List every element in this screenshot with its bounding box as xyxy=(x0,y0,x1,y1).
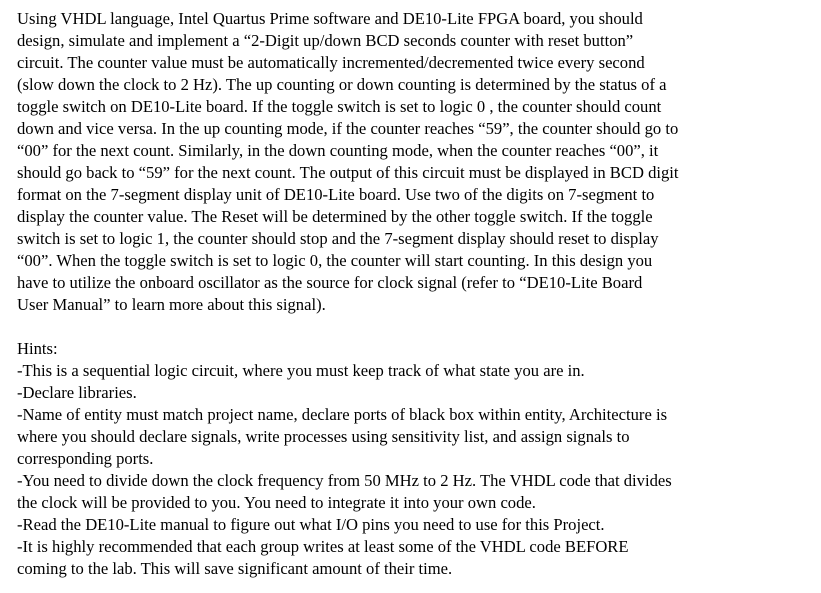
intro-paragraph xyxy=(17,8,807,316)
hint-line: corresponding ports. xyxy=(17,449,154,468)
hint-line: where you should declare signals, write processes using sensitivity list, and assign signals to xyxy=(17,427,630,446)
paragraph-spacer xyxy=(17,316,807,338)
hint-line: -Name of entity must match project name, declare ports of black box within entity, Architecture is xyxy=(17,405,668,424)
hints-section xyxy=(17,338,807,580)
hint-line: -You need to divide down the clock frequency from 50 MHz to 2 Hz. The VHDL code that divides xyxy=(17,471,672,490)
hint-line: -Read the DE10-Lite manual to figure out what I/O pins you need to use for this Project. xyxy=(17,515,605,534)
hint-line: -Declare libraries. xyxy=(17,383,137,402)
hints-heading: Hints: xyxy=(17,339,58,358)
intro-line: Using VHDL language, Intel Quartus Prime software and DE10-Lite FPGA board, you should xyxy=(17,9,643,28)
intro-line: “00”. When the toggle switch is set to logic 0, the counter will start counting. In this design you xyxy=(17,251,653,270)
intro-line: should go back to “59” for the next count. The output of this circuit must be displayed in BCD digit xyxy=(17,163,679,182)
hint-line: -It is highly recommended that each group writes at least some of the VHDL code BEFORE xyxy=(17,537,629,556)
intro-line: format on the 7-segment display unit of DE10-Lite board. Use two of the digits on 7-segment to xyxy=(17,185,655,204)
intro-line: switch is set to logic 1, the counter should stop and the 7-segment display should reset to display xyxy=(17,229,659,248)
intro-line: “00” for the next count. Similarly, in the down counting mode, when the counter reaches “00”, it xyxy=(17,141,659,160)
intro-line: User Manual” to learn more about this signal). xyxy=(17,295,326,314)
intro-line: toggle switch on DE10-Lite board. If the toggle switch is set to logic 0 , the counter should count xyxy=(17,97,662,116)
hint-line: the clock will be provided to you. You need to integrate it into your own code. xyxy=(17,493,536,512)
document-page xyxy=(17,8,807,580)
intro-line: have to utilize the onboard oscillator as the source for clock signal (refer to “DE10-Lite Board xyxy=(17,273,643,292)
intro-line: down and vice versa. In the up counting mode, if the counter reaches “59”, the counter should go to xyxy=(17,119,679,138)
intro-line: design, simulate and implement a “2-Digit up/down BCD seconds counter with reset button” xyxy=(17,31,634,50)
intro-line: display the counter value. The Reset will be determined by the other toggle switch. If the toggle xyxy=(17,207,653,226)
hint-line: coming to the lab. This will save significant amount of their time. xyxy=(17,559,453,578)
hint-line: -This is a sequential logic circuit, where you must keep track of what state you are in. xyxy=(17,361,585,380)
intro-line: (slow down the clock to 2 Hz). The up counting or down counting is determined by the status of a xyxy=(17,75,667,94)
intro-line: circuit. The counter value must be automatically incremented/decremented twice every second xyxy=(17,53,645,72)
